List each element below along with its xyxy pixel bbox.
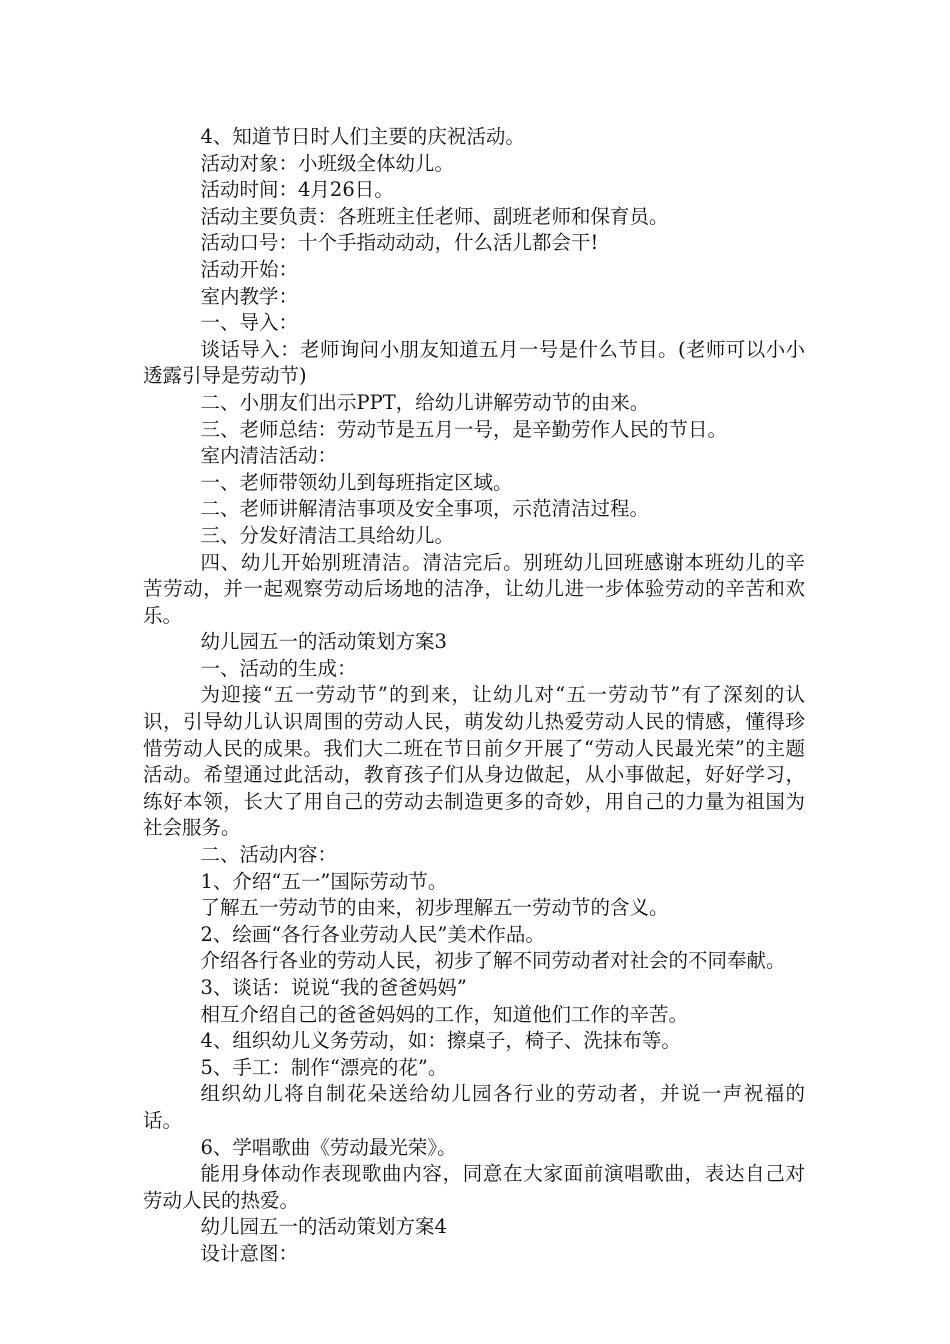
paragraph-6: 活动开始： (200, 257, 299, 281)
paragraph-7: 室内教学： (200, 284, 299, 308)
paragraph-19: 为迎接“五一劳动节”的到来，让幼儿对“五一劳动节”有了深刻的认识，引导幼儿认识周围的劳动人民，萌发幼儿热爱劳动人民的情感，懂得珍惜劳动人民的成果。我们大二班在节日前夕开展了“劳动人民最光荣”的主题活动。希望通过此活动，教育孩子们从身边做起，从小事做起，好好学习，练好本领，长大了用自己的劳动去制造更多的奇妙，用自己的力量为祖国为社会服务。 (143, 683, 805, 840)
paragraph-31: 能用身体动作表现歌曲内容，同意在大家面前演唱歌曲，表达自己对劳动人民的热爱。 (143, 1162, 805, 1212)
paragraph-16: 四、幼儿开始别班清洁。清洁完后。别班幼儿回班感谢本班幼儿的辛苦劳动，并一起观察劳动后场地的洁净，让幼儿进一步体验劳动的辛苦和欢乐。 (143, 550, 805, 627)
paragraph-23: 2、绘画“各行各业劳动人民”美术作品。 (200, 922, 545, 946)
paragraph-21: 1、介绍“五一”国际劳动节。 (200, 869, 448, 893)
section-heading-4: 幼儿园五一的活动策划方案4 (200, 1215, 447, 1239)
paragraph-20: 二、活动内容： (200, 843, 338, 867)
paragraph-2: 活动对象：小班级全体幼儿。 (200, 151, 455, 175)
paragraph-15: 三、分发好清洁工具给幼儿。 (200, 523, 455, 547)
paragraph-22: 了解五一劳动节的由来，初步理解五一劳动节的含义。 (200, 896, 669, 920)
paragraph-12: 室内清洁活动： (200, 444, 338, 468)
paragraph-24: 介绍各行各业的劳动人民，初步了解不同劳动者对社会的不同奉献。 (200, 949, 786, 973)
paragraph-25: 3、谈话：说说“我的爸爸妈妈” (200, 976, 467, 999)
paragraph-33: 设计意图： (200, 1241, 299, 1265)
paragraph-10: 二、小朋友们出示PPT，给幼儿讲解劳动节的由来。 (200, 390, 650, 414)
paragraph-26: 相互介绍自己的爸爸妈妈的工作，知道他们工作的辛苦。 (200, 1002, 689, 1026)
paragraph-29: 组织幼儿将自制花朵送给幼儿园各行业的劳动者，并说一声祝福的话。 (143, 1082, 805, 1132)
paragraph-8: 一、导入： (200, 311, 299, 335)
paragraph-9: 谈话导入：老师询问小朋友知道五月一号是什么节目。(老师可以小小透露引导是劳动节) (143, 337, 805, 388)
paragraph-14: 二、老师讲解清洁事项及安全事项，示范清洁过程。 (200, 497, 650, 521)
document-body (143, 124, 805, 1268)
section-heading-3: 幼儿园五一的活动策划方案3 (200, 630, 447, 654)
paragraph-13: 一、老师带领幼儿到每班指定区域。 (200, 470, 513, 494)
paragraph-11: 三、老师总结：劳动节是五月一号，是辛勤劳作人民的节日。 (200, 417, 728, 441)
paragraph-1: 4、知道节日时人们主要的庆祝活动。 (200, 125, 525, 148)
paragraph-4: 活动主要负责：各班班主任老师、副班老师和保育员。 (200, 204, 669, 228)
paragraph-30: 6、学唱歌曲《劳动最光荣》。 (200, 1135, 457, 1159)
paragraph-18: 一、活动的生成： (200, 656, 357, 680)
paragraph-3: 活动时间：4月26日。 (200, 178, 394, 202)
paragraph-28: 5、手工：制作“漂亮的花”。 (200, 1055, 448, 1079)
paragraph-27: 4、组织幼儿义务劳动，如：擦桌子，椅子、洗抹布等。 (200, 1029, 681, 1053)
paragraph-5: 活动口号：十个手指动动动，什么活儿都会干! (200, 231, 599, 255)
